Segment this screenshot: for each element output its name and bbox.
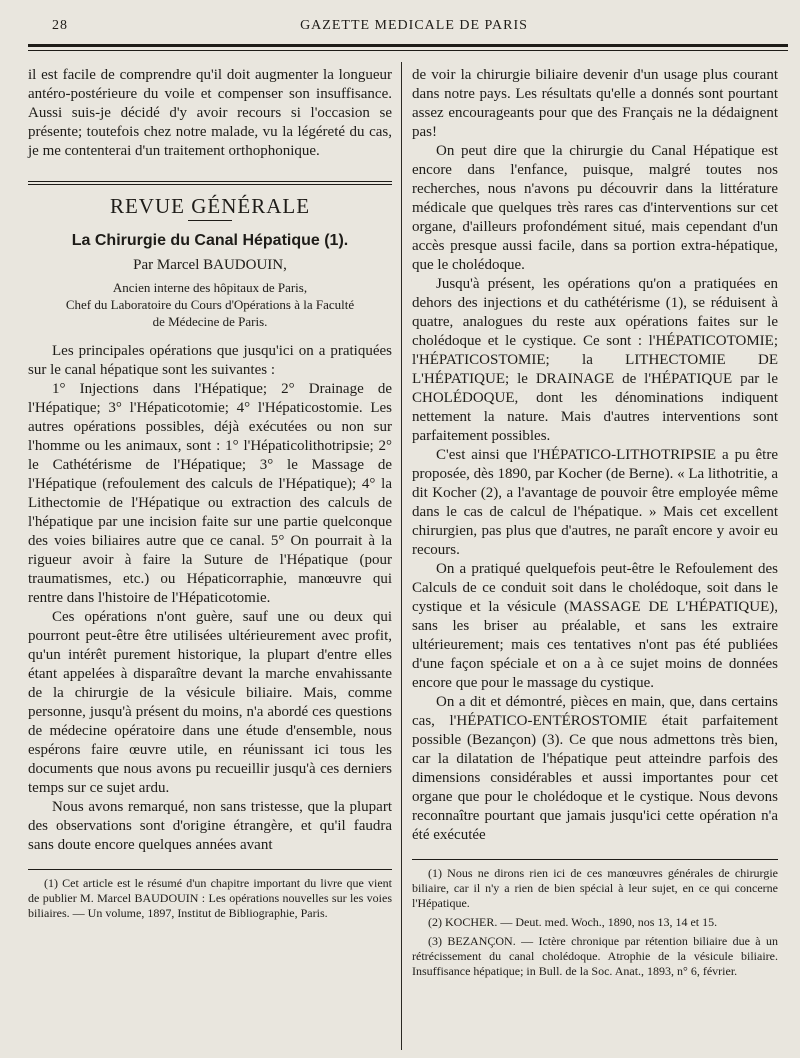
body-paragraph: Jusqu'à présent, les opérations qu'on a pratiquées en dehors des injections et du cathétérisme (1), se réduisent à quatre, analogues du reste aux opérations faites sur le cholédoque et le cystique. Ce sont : l'HÉPATICOTOMIE; l'HÉPATICOSTOMIE; la LITHECTOMIE DE L'HÉPATIQUE; le DRAINAGE de l'HÉPATIQUE par le CHOLÉDOQUE, dont les dénominations indiquent nettement la nature. Mais d'autres interventions sont parfaitement possibles. [412,276,778,444]
article-title: La Chirurgie du Canal Hépatique (1). [71,232,349,249]
column-divider [401,62,402,1050]
author-line: Par Marcel BAUDOUIN, [133,257,287,273]
body-paragraph: On peut dire que la chirurgie du Canal Hépatique est encore dans l'enfance, puisque, malgré toutes nos recherches, nous n'avons pu découvrir dans la littérature médicale que quelques très rares cas d'interventions sur cet organe, d'ailleurs profondément situé, mais cependant d'un accès presque aussi facile, dans sa portion extra-hépatique, que le cholédoque. [412,143,778,273]
body-paragraph: 1° Injections dans l'Hépatique; 2° Drainage de l'Hépatique; 3° l'Hépaticotomie; 4° l'Hépaticostomie. Les autres opérations possibles, déjà exécutées ou non sur l'homme ou les animaux, sont : 1° l'Hépaticolithotripsie; 2° le Cathétérisme de l'Hépatique; 3° le Massage de l'Hépatique (refoulement des calculs de l'Hépatique); 4° la Lithectomie de l'Hépatique ou extraction des calculs de l'hépatique par une incision faite sur une partie quelconque des voies biliaires autre que ce canal. 5° On pourrait à la rigueur avoir à faire la Suture de l'Hépatique (pour traumatismes, etc.) ou Hépaticorraphie, manœuvre qui rentre dans l'histoire de l'Hépaticotomie. [28,381,392,606]
body-paragraph: de voir la chirurgie biliaire devenir d'un usage plus courant dans notre pays. Les résultats qu'elle a donnés sont pourtant assez encourageants pour que des Français ne la dédaignent pas! [412,67,778,140]
header-rule-thick [28,44,788,47]
affiliation-line-2: Chef du Laboratoire du Cours d'Opérations à la Faculté [65,297,355,312]
left-footnotes [28,876,392,921]
journal-title: GAZETTE MEDICALE DE PARIS [300,18,528,33]
body-paragraph: Ces opérations n'ont guère, sauf une ou deux qui pourront peut-être être utilisées ultérieurement avec profit, qu'un intérêt purement historique, la plupart d'entre elles étant appelées à disparaître devant la marche envahissante de la chirurgie de la vésicule biliaire. Mais, comme personne, jusqu'à présent du moins, n'a abordé ces questions de médecine opératoire dans une étude d'ensemble, nous espérons faire œuvre utile, en réunissant ici tous les documents que nous avons pu recueillir jusqu'à ces derniers temps sur ce sujet ardu. [28,609,392,796]
body-paragraph: Les principales opérations que jusqu'ici on a pratiquées sur le canal hépatique sont les suivantes : [28,343,392,378]
title-underline [188,220,232,221]
footnote: (1) Cet article est le résumé d'un chapitre important du livre que vient de publier M. Marcel BAUDOUIN : Les opérations nouvelles sur les voies biliaires. — Un volume, 1897, Institut de Bibliographie, Paris. [28,876,392,920]
left-column [28,66,392,925]
header-rule-thin [28,50,788,51]
page-header [48,16,780,38]
section-title: REVUE GÉNÉRALE [109,194,311,218]
footnote-rule [412,859,778,860]
page-number: 28 [52,18,68,33]
body-paragraph: On a dit et démontré, pièces en main, que, dans certains cas, l'HÉPATICO-ENTÉROSTOMIE était parfaitement possible (Bezançon) (3). Ce que nous admettons très bien, car la dilatation de l'hépatique peut atteindre parfois des dimensions considérables et aussi importantes pour cet organe que pour le cholédoque et le cystique. Nous devons reconnaître pourtant que jamais jusqu'ici cette opération n'a été exécutée [412,694,778,843]
body-paragraph: On a pratiqué quelquefois peut-être le Refoulement des Calculs de ce conduit soit dans le cholédoque, soit dans le cystique et la vésicule (MASSAGE DE L'HÉPATIQUE), sans les briser au préalable, et sans les extraire ultérieurement; mais ces tentatives n'ont pas été publiées d'une façon spéciale et on a à ce sujet moins de données encore que pour le massage du cystique. [412,561,778,691]
body-paragraph: Nous avons remarqué, non sans tristesse, que la plupart des observations sont d'origine étrangère, et qu'il faudra sans doute encore quelques années avant [28,799,392,853]
intro-paragraph: il est facile de comprendre qu'il doit augmenter la longueur antéro-postérieure du voile et compenser son insuffisance. Aussi suis-je décidé d'y avoir recours si l'occasion se présente; toutefois chez notre malade, vu la légéreté du cas, je me contenterai d'un traitement orthophonique. [28,67,392,159]
affiliation-line-3: de Médecine de Paris. [152,314,268,329]
right-footnotes [412,866,778,979]
footnote-rule [28,869,392,870]
body-paragraph: C'est ainsi que l'HÉPATICO-LITHOTRIPSIE a pu être proposée, dès 1890, par Kocher (de Berne). « La lithotritie, a dit Kocher (2), a l'avantage de pouvoir être employée même dans le cas de calcul de l'hépatique. » Mais cet excellent chirurgien, pas plus que d'autres, ne paraît encore y avoir eu recours. [412,447,778,558]
affiliation-line-1: Ancien interne des hôpitaux de Paris, [112,280,308,295]
footnote: (1) Nous ne dirons rien ici de ces manœuvres générales de chirurgie biliaire, car il n'y a rien de bien spécial à leur sujet, en ce qui concerne l'Hépatique. [412,866,778,910]
right-column [412,66,778,983]
footnote: (3) BEZANÇON. — Ictère chronique par rétention biliaire due à un rétrécissement du canal cholédoque. Atrophie de la vésicule biliaire. Insuffisance hépatique; in Bull. de la Soc. Anat., 1893, n° 6, février. [412,934,778,978]
footnote: (2) KOCHER. — Deut. med. Woch., 1890, nos 13, 14 et 15. [428,915,718,929]
section-divider [28,181,392,185]
